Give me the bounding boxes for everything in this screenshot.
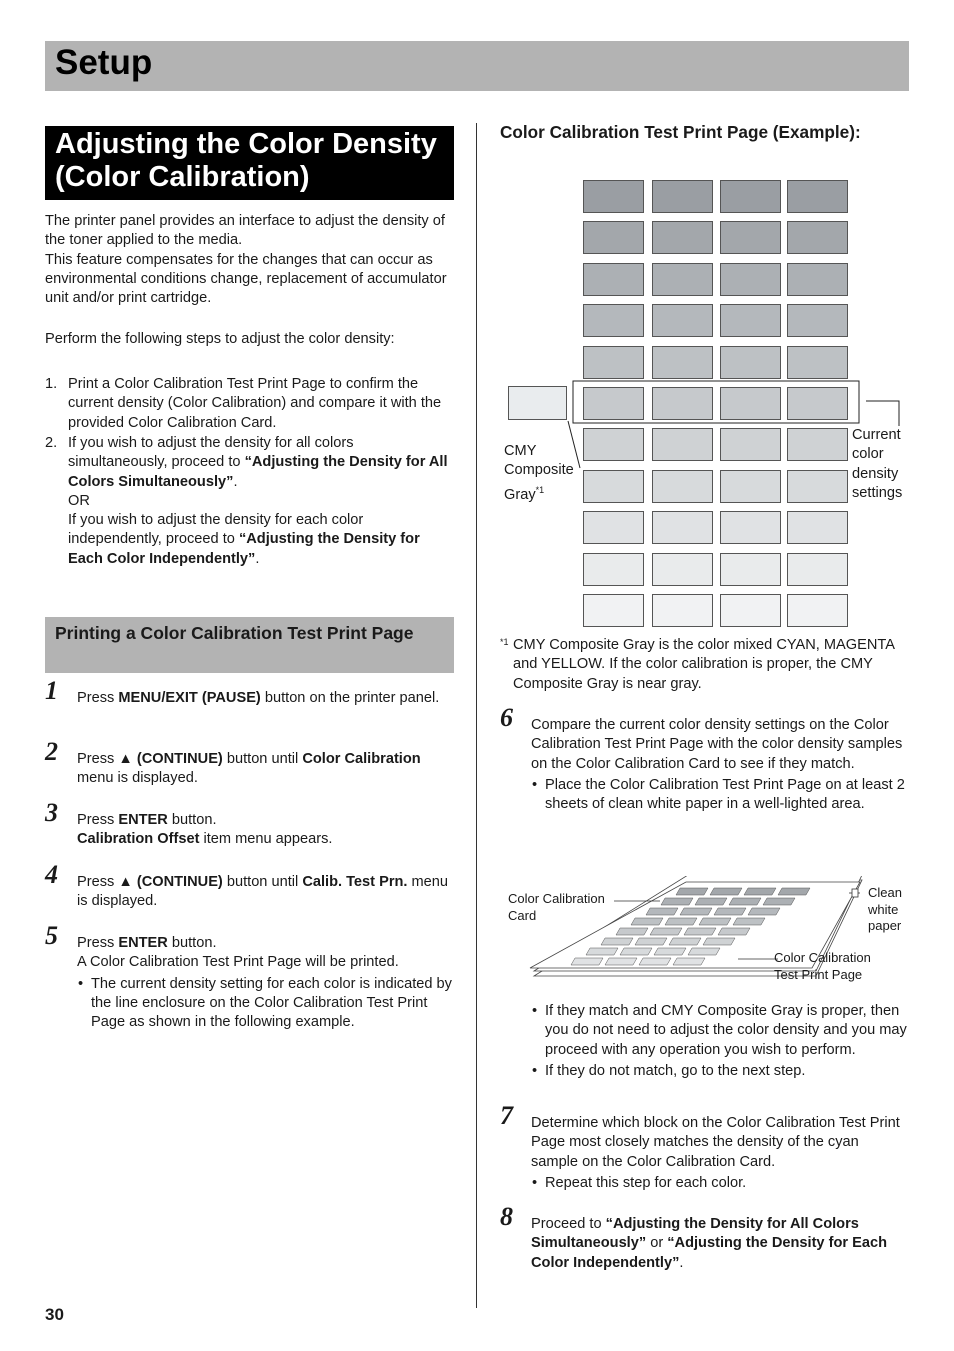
intro-p3: Perform the following steps to adjust the color density: [45,331,395,348]
bullet: • If they match and CMY Composite Gray is proper, then you do not need to adjust the color density and you may proceed with any operation you wish to perform. [531,1002,908,1060]
step-number: 7 [500,1101,513,1130]
figure-patch [601,938,633,945]
bullet: • If they do not match, go to the next step. [531,1062,908,1081]
figure-patch [635,938,667,945]
bullet: • Repeat this step for each color. [531,1174,908,1193]
figure-patch [571,958,603,965]
figure-patch [733,918,765,925]
step-number: 3 [45,798,58,827]
bullet: • The current density setting for each color is indicated by the line enclosure on the Color Calibration Test Print Page as shown in the following example. [77,975,455,1033]
figure-patch [714,908,746,915]
figure-patch [695,898,727,905]
step-7: 7 Determine which block on the Color Calibration Test Print Page most closely matches the density of the cyan sample on the Color Calibration Card. • Repeat this step for each color. [500,1114,908,1193]
figure-patch [605,958,637,965]
clean-paper-label: Clean white paper [868,885,902,933]
figure-patch [586,948,618,955]
figure-patch [729,898,761,905]
figure-patch [763,898,795,905]
subsection-title: Printing a Color Calibration Test Print Page [45,617,454,673]
cmy-composite-patch [508,386,567,420]
section-title-line1: Adjusting the Color Density [55,128,437,160]
figure-patch [688,948,720,955]
figure-patch [778,888,810,895]
step-number: 1 [45,676,58,705]
header-title: Setup [55,43,153,82]
intro-p2: This feature compensates for the changes that can occur as environmental conditions change, replacement of accumulator unit and/or print cartridge. [45,251,447,307]
step-8: 8 Proceed to “Adjusting the Density for All Colors Simultaneously” or “Adjusting the Density for Each Color Independently”. [500,1202,887,1271]
figure-patch [684,928,716,935]
figure-patch [654,948,686,955]
figure-patch [703,938,735,945]
section-title-line2: (Color Calibration) [55,161,310,193]
step-number: 8 [500,1202,513,1231]
step-number: 5 [45,921,58,950]
page-number: 30 [45,1305,64,1324]
step-number: 6 [500,703,513,732]
figure-patch [673,958,705,965]
step-2: 2 Press ▲ (CONTINUE) button until Color Calibration menu is displayed. [45,737,421,787]
step-4: 4 Press ▲ (CONTINUE) button until Calib. Test Prn. menu is displayed. [45,860,449,910]
current-setting-enclosure [573,381,859,423]
figure-patch [639,958,671,965]
figure-patch [699,918,731,925]
current-leader-line [866,401,899,426]
step-number: 4 [45,860,58,889]
step-6-bullets [500,1002,908,1081]
figure-patch [669,938,701,945]
bullet: • Place the Color Calibration Test Print Page on at least 2 sheets of clean white paper in a well-lighted area. [531,776,908,815]
figure-patch [620,948,652,955]
step-number: 2 [45,737,58,766]
figure-patch [631,918,663,925]
list-item-1: 1. Print a Color Calibration Test Print Page to confirm the current density (Color Calibration) and compare it with the provided Color Calibration Card. [45,376,442,431]
figure-patch [748,908,780,915]
figure-patch [650,928,682,935]
test-page-label: Color Calibration Test Print Page [774,950,871,982]
cmy-label: CMY Composite Gray$^{*1}$ [504,443,574,503]
intro-p1: The printer panel provides an interface to adjust the density of the toner applied to the media. [45,213,445,249]
figure-patch [718,928,750,935]
current-settings-label: Current color density settings [852,427,903,501]
step-3: 3 Press ENTER button. Calibration Offset item menu appears. [45,798,333,848]
list-item-2: 2. If you wish to adjust the density for all colors simultaneously, proceed to “Adjusting the Density for All Colors Simultaneously”. OR If you wish to adjust the density for each color independently, proceed to “Adjusting the Density for Each Color Independently”. [45,435,448,567]
figure-patch [744,888,776,895]
step-1: 1 Press MENU/EXIT (PAUSE) button on the printer panel. [45,676,440,706]
step-5: 5 Press ENTER button. A Color Calibration Test Print Page will be printed. • The current density setting for each color is indicated by the line enclosure on the Color Calibration Test Print Page as shown in the following example. [45,934,455,1032]
figure-patch [616,928,648,935]
figure-patch [676,888,708,895]
figure-patch [680,908,712,915]
footnote: *1 CMY Composite Gray is the color mixed CYAN, MAGENTA and YELLOW. If the color calibration is proper, the CMY Composite Gray is near gray. [500,637,895,692]
card-label: Color Calibration Card [508,891,605,923]
figure-patch [661,898,693,905]
figure-patch [665,918,697,925]
example-heading: Color Calibration Test Print Page (Example): [500,122,861,142]
step-6: 6 Compare the current color density settings on the Color Calibration Test Print Page with the color density samples on the Color Calibration Card to see if they match. • Place the Color Calibration Test Print Page on at least 2 sheets of clean white paper in a well-lighted area. [500,716,908,814]
figure-patch [646,908,678,915]
figure-patch [710,888,742,895]
